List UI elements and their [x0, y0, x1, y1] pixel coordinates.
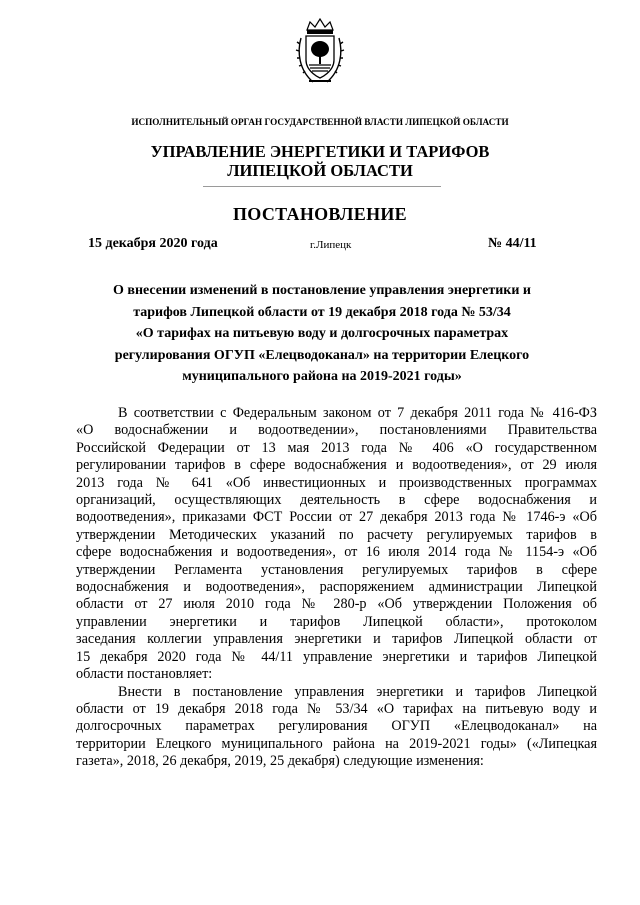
title-line: «О тарифах на питьевую воду и долгосрочных параметрах [135, 326, 509, 341]
body-line: Российской Федерации от 13 мая 2013 года № 406 «О государственном [76, 439, 597, 456]
title-line: регулирования ОГУП «Елецводоканал» на территории Елецкого [114, 347, 530, 363]
paragraph-preamble [76, 405, 597, 684]
body-line: территории Елецкого муниципального района на 2019-2021 годы» («Липецкая [76, 735, 597, 752]
document-city: г.Липецк [310, 239, 352, 251]
department-name-line2: ЛИПЕЦКОЙ ОБЛАСТИ [227, 161, 413, 180]
body-line: долгосрочных параметрах регулирования ОГУП «Елецводоканал» на [76, 718, 597, 735]
body-line: утверждении Методических указаний по расчету регулируемых тарифов в [76, 526, 597, 543]
document-body [76, 405, 597, 771]
body-line: области постановляет: [76, 666, 213, 683]
header-divider [203, 186, 441, 187]
department-name-line1: УПРАВЛЕНИЕ ЭНЕРГЕТИКИ И ТАРИФОВ [150, 142, 490, 161]
body-line: сфере водоснабжения и водоотведения», от 16 июля 2014 года № 1154-э «Об [76, 544, 597, 561]
body-line: 15 декабря 2020 года № 44/11 управление энергетики и тарифов Липецкой [76, 648, 597, 665]
body-line: регулировании тарифов в сфере водоснабжения и водоотведения», от 29 июля [76, 457, 597, 474]
body-line: «О водоснабжении и водоотведении», постановлениями Правительства [76, 422, 597, 439]
title-line: тарифов Липецкой области от 19 декабря 2018 года № 53/34 [133, 304, 511, 320]
document-title [80, 280, 564, 388]
body-line: водоотведения», приказами ФСТ России от 27 декабря 2013 года № 1746-э «Об [76, 509, 597, 526]
body-line: заседания коллегии управления энергетики и тарифов Липецкой области от [76, 631, 597, 648]
body-line: газета», 2018, 26 декабря, 2019, 25 декабря) следующие изменения: [76, 753, 484, 770]
body-line: В соответствии с Федеральным законом от 7 декабря 2011 года № 416-ФЗ [118, 405, 597, 421]
body-line: области от 27 июля 2010 года № 280-р «Об утверждении Положения об [76, 596, 597, 613]
document-date: 15 декабря 2020 года [88, 236, 218, 251]
department-name [0, 142, 640, 180]
document-number: № 44/11 [488, 236, 537, 251]
title-line: муниципального района на 2019-2021 годы» [182, 369, 462, 384]
body-line: водоснабжения и водоотведения», распоряжением администрации Липецкой [76, 579, 597, 596]
issuing-authority: ИСПОЛНИТЕЛЬНЫЙ ОРГАН ГОСУДАРСТВЕННОЙ ВЛАСТИ ЛИПЕЦКОЙ ОБЛАСТИ [131, 117, 509, 127]
body-line: управлении энергетики и тарифов Липецкой области», протоколом [76, 613, 597, 630]
body-line: организаций, осуществляющих деятельность в сфере водоснабжения и [76, 492, 597, 509]
body-line: области от 19 декабря 2018 года № 53/34 «О тарифах на питьевую воду и [76, 700, 597, 717]
coat-of-arms-icon [295, 18, 345, 86]
body-line: утверждении Регламента установления регулируемых тарифов в сфере [76, 561, 597, 578]
body-line: Внести в постановление управления энергетики и тарифов Липецкой [118, 683, 597, 700]
title-line: О внесении изменений в постановление управления энергетики и [113, 283, 531, 298]
document-type: ПОСТАНОВЛЕНИЕ [233, 204, 407, 224]
paragraph-resolution [76, 684, 597, 771]
body-line: 2013 года № 641 «Об инвестиционных и производственных программах [76, 474, 597, 491]
